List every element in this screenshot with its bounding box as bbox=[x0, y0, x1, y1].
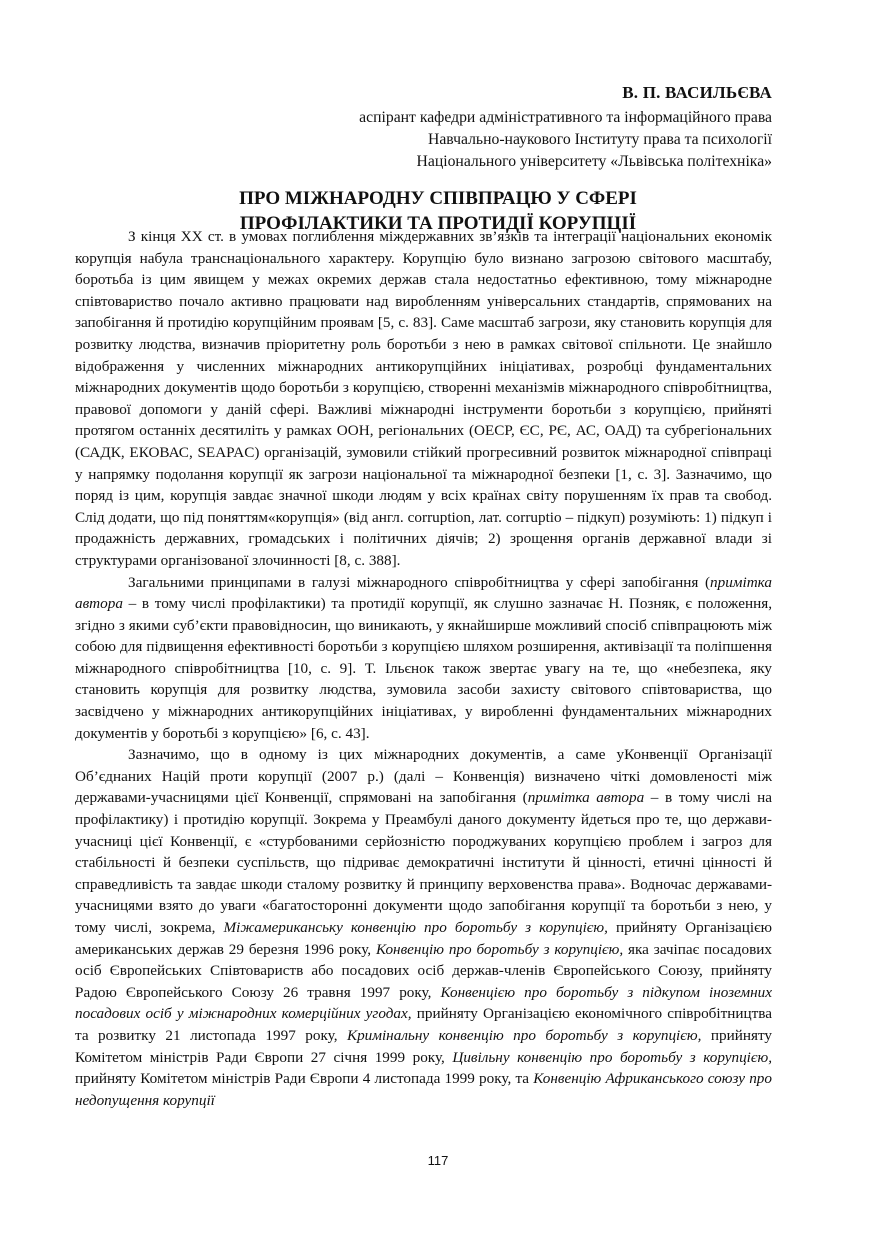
body-paragraph bbox=[75, 744, 772, 1111]
italic-text-run: Конвенцію про боротьбу з корупцією, bbox=[375, 940, 624, 958]
italic-text-run: Цивільну конвенцію про боротьбу з корупцією, bbox=[452, 1048, 773, 1066]
title-line: ПРО МІЖНАРОДНУ СПІВПРАЦЮ У СФЕРІ bbox=[239, 188, 637, 209]
title-line: ПРОФІЛАКТИКИ ТА ПРОТИДІЇ КОРУПЦІЇ bbox=[239, 213, 637, 234]
italic-text-run: Конвенцією про боротьбу з підкупом іноземних посадових осіб у міжнародних комерційних угодах, bbox=[75, 983, 772, 1023]
author-affiliation-line: Національного університету «Львівська політехніка» bbox=[416, 153, 772, 170]
italic-text-run: примітка автора bbox=[75, 573, 772, 613]
author-block bbox=[359, 82, 772, 173]
text-run: прийняту Комітетом міністрів Ради Європи 4 листопада 1999 року, та bbox=[75, 1070, 534, 1088]
text-run: З кінця XX ст. в умовах поглиблення міждержавних зв’язків та інтеграції національних економік корупція набула транснаціонального характеру. Корупцію було визнано загрозою світового масштабу, боротьба із цим явищем у межах окремих держав стала недостатньо ефективною, тому міжнародне співтовариство почало активно працювати над виробленням універсальних стандартів, спрямованих на запобігання й протидію корупційним проявам [5, с. 83]. Саме масштаб загрози, яку становить корупція для розвитку людства, визначив пріоритетну роль боротьби з нею в рамках світової спільноти. Це знайшло відображення у численних міжнародних антикорупційних ініціативах, розробці фундаментальних міжнародних документів щодо боротьби з корупцією, створенні механізмів міжнародного співробітництва, правової допомоги у даній сфері. Важливі міжнародні інструменти боротьби з корупцією, прийняті протягом останніх десятиліть у рамках ООН, регіональних (ОЕСР, ЄС, РЄ, АС, ОАД) та субрегіональних (САДК, ЕКОВАС, SEAPAC) організацій, зумовили стійкий прогресивний розвиток міжнародної співпраці у напрямку подолання корупції як загрози національної та міжнародної безпеки [1, с. 3]. Зазначимо, що поряд із цим, корупція завдає значної шкоди людям у всіх країнах світу порушенням їх прав та свобод. Слід додати, що під поняттям«корупція» (від англ. corruption, лат. corruptio – підкуп) розуміють: 1) підкуп і продажність державних, громадських і політичних діячів; 2) зрощення органів державної влади зі структурами організованої злочинності [8, с. 388]. bbox=[75, 228, 772, 569]
italic-text-run: Конвенцію Африканського союзу про недопущення корупції bbox=[75, 1070, 772, 1109]
italic-text-run: Міжамериканську конвенцію про боротьбу з корупцією, bbox=[223, 919, 608, 936]
italic-text-run: примітка автора bbox=[527, 789, 645, 807]
text-run: Загальними принципами в галузі міжнародного співробітництва у сфері запобігання ( bbox=[128, 573, 711, 591]
text-run: прийняту Організацією економічного співробітництва та розвитку 21 листопада 1997 року, bbox=[75, 1005, 772, 1044]
italic-text-run: Кримінальну конвенцію про боротьбу з корупцією, bbox=[347, 1026, 702, 1044]
author-name: В. П. ВАСИЛЬЄВА bbox=[622, 83, 772, 102]
body-paragraph bbox=[75, 572, 772, 745]
text-run: прийняту Комітетом міністрів Ради Європи 27 січня 1999 року, bbox=[75, 1026, 773, 1066]
author-affiliation-line: Навчально-наукового Інституту права та психології bbox=[428, 131, 772, 148]
author-affiliation-line: аспірант кафедри адміністративного та інформаційного права bbox=[359, 109, 772, 126]
text-run: – в тому числі на профілактику) і протидію корупції. Зокрема у Преамбулі даного документу йдеться про те, що держави-учасниці цієї Конвенції, є «стурбованими серйозністю породжуваних корупцією проблем і загроз для стабільності й безпеки суспільств, що підриває демократичні інститути й цінності, етичні цінності й справедливість та завдає шкоди сталому розвитку й принципу верховенства права». Водночас державами-учасницями взято до уваги «багатосторонні документи щодо запобігання корупції та боротьби з нею, у тому числі, зокрема, bbox=[75, 789, 772, 936]
text-run: яка зачіпає посадових осіб Європейських Співтовариств або посадових осіб держав-членів Європейського Союзу, прийняту Радою Європейського Союзу 26 травня 1997 року, bbox=[75, 940, 773, 1001]
text-run: – в тому числі профілактики) та протидії корупції, як слушно зазначає Н. Позняк, є положення, згідно з якими суб’єкти правовідносин, що виникають, у якнайширше можливий спосіб співпрацюють між собою для підвищення ефективності боротьби з корупцією шляхом розширення, активізації та поліпшення міжнародного співробітництва [10, с. 9]. Т. Ільєнок також звертає увагу на те, що «небезпека, яку становить корупція для розвитку людства, зумовила засоби захисту світового співтовариства, що засвідчено у міжнародних антикорупційних ініціативах, у виробленні фундаментальних міжнародних документів у боротьбі з корупцією» [6, с. 43]. bbox=[75, 595, 772, 742]
page-number: 117 bbox=[427, 1153, 449, 1168]
text-run: прийняту Організацією американських держав 29 березня 1996 року, bbox=[75, 919, 772, 958]
body-text bbox=[75, 226, 772, 1111]
text-run: Зазначимо, що в одному із цих міжнародних документів, а саме уКонвенції Організації Об’єднаних Націй проти корупції (2007 р.) (далі – Конвенція) визначено чіткі домовленості між державами-учасницями цієї Конвенції, спрямовані на запобігання ( bbox=[75, 746, 772, 807]
body-paragraph bbox=[75, 226, 772, 572]
